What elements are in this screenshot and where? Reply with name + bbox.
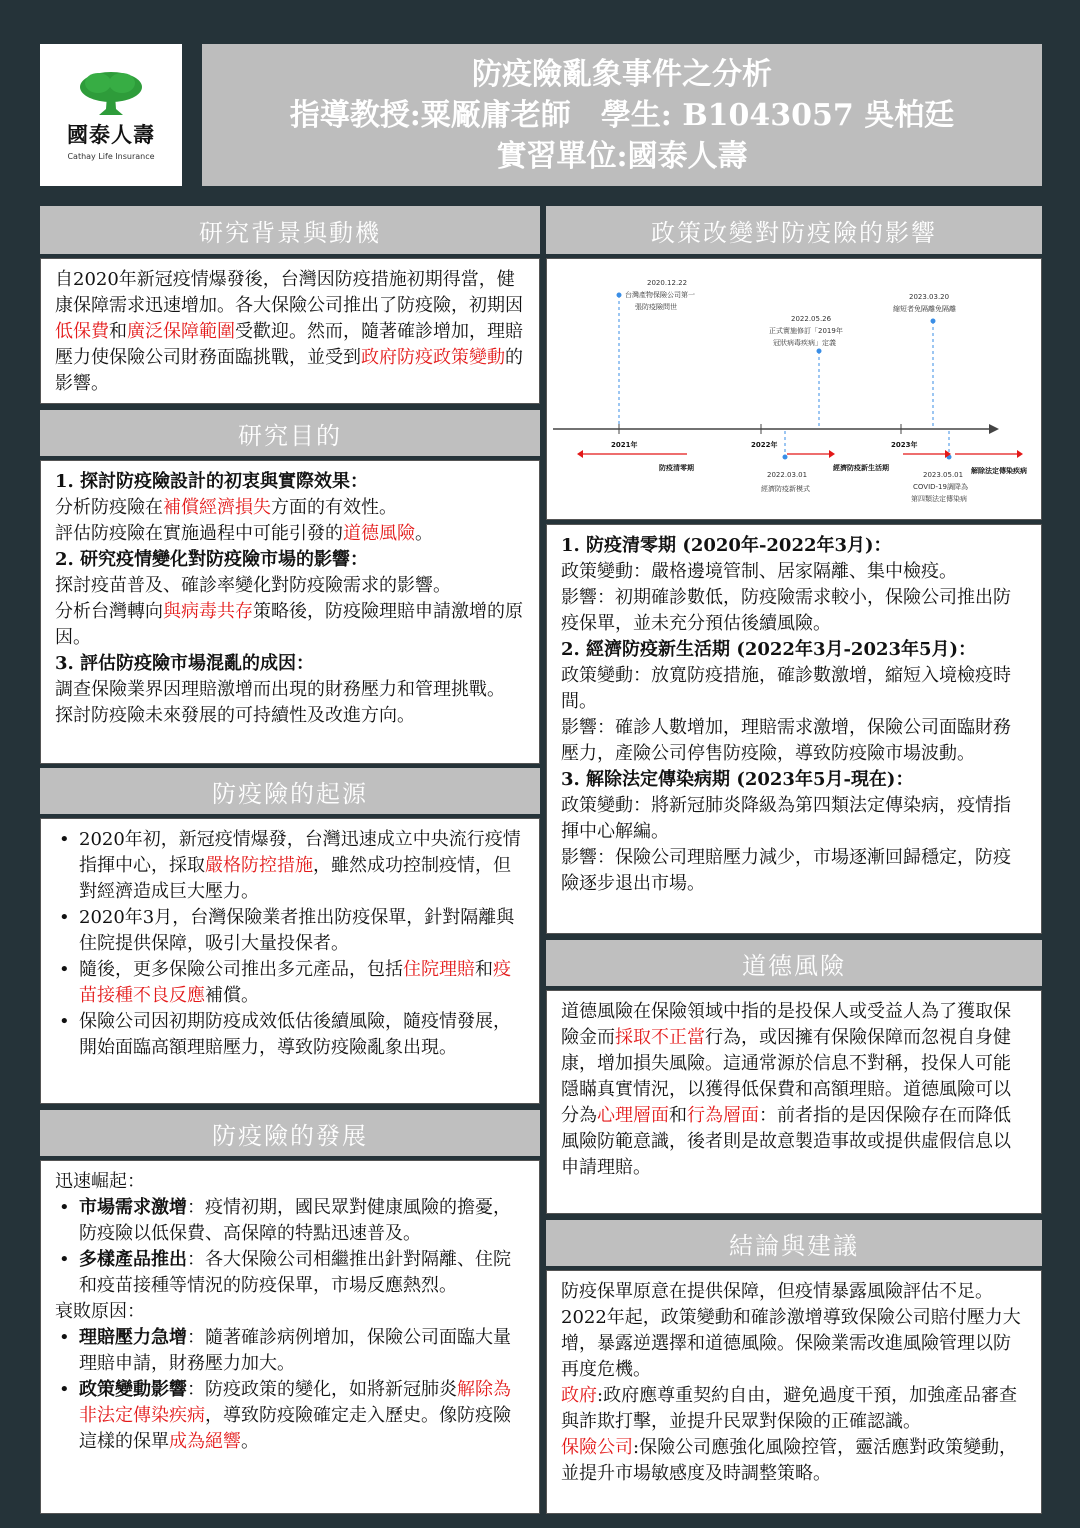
section-header-purpose: 研究目的 [40, 410, 540, 456]
event-date: 2023.03.20 [909, 293, 950, 301]
section-header-moral-risk: 道德風險 [546, 940, 1042, 986]
policy-timeline [546, 258, 1042, 520]
section-header-conclusion: 結論與建議 [546, 1220, 1042, 1266]
list-item: • 多樣產品推出：各大保險公司相繼推出針對隔離、住院和疫苗接種等情況的防疫保單，市場反應熱烈。 [55, 1247, 525, 1299]
event-text: 正式實施修訂「2019年 [769, 327, 843, 335]
timeline-diagram [547, 259, 1041, 519]
year-label: 2021年 [611, 441, 638, 449]
title-banner [202, 44, 1042, 186]
event-text: COVID-19調降為 [913, 483, 968, 491]
background-content: 自2020年新冠疫情爆發後，台灣因防疫措施初期得當，健康保障需求迅速增加。各大保險公司推出了防疫險，初期因低保費和廣泛保障範圍受歡迎。然而，隨著確診增加，理賠壓力使保險公司財務面臨挑戰，並受到政府防疫政策變動的影響。 [40, 258, 540, 404]
event-dot [931, 319, 936, 324]
period-arrowhead [577, 450, 583, 458]
logo-name: 國泰人壽 [67, 123, 155, 147]
conclusion-content: 防疫保單原意在提供保障，但疫情暴露風險評估不足。2022年起，政策變動和確診激增導致保險公司賠付壓力大增，暴露逆選擇和道德風險。保險業需改進風險管理以防再度危機。 政府:政府應尊重契約自由，避免過度干預，加強產品審查與詐欺打擊，並提升民眾對保險的正確認識。 保險公司:保險公司應強化風險控管，靈活應對政策變動，並提升市場敏感度及時調整策略。 [546, 1270, 1042, 1514]
advisor-student-line: 指導教授:粟厰庸老師 學生: B1043057 吳柏廷 [289, 97, 955, 133]
moral-risk-content: 道德風險在保險領域中指的是投保人或受益人為了獲取保險金而採取不正當行為，或因擁有保險保障而忽視自身健康，增加損失風險。這通常源於信息不對稱，投保人可能隱瞞真實情況，以獲得低保費和高額理賠。道德風險可以分為心理層面和行為層面：前者指的是因保險存在而降低風險防範意識，後者則是故意製造事故或提供虛假信息以申請理賠。 [546, 990, 1042, 1214]
list-item: • 市場需求激增：疫情初期，國民眾對健康風險的擔憂，防疫險以低保費、高保障的特點迅速普及。 [55, 1195, 525, 1247]
event-date: 2022.05.26 [791, 315, 832, 323]
logo [40, 44, 182, 186]
year-label: 2022年 [751, 441, 778, 449]
list-item: • 隨後，更多保險公司推出多元產品，包括住院理賠和疫苗接種不良反應補償。 [55, 957, 525, 1009]
period-label: 防疫清零期 [659, 464, 694, 472]
event-text: 台灣產物保險公司第一 [625, 291, 695, 299]
internship-line: 實習單位:國泰人壽 [496, 138, 748, 174]
logo-subtitle: Cathay Life Insurance [67, 152, 155, 161]
development-content: 迅速崛起： • 市場需求激增：疫情初期，國民眾對健康風險的擔憂，防疫險以低保費、高保障的特點迅速普及。 • 多樣產品推出：各大保險公司相繼推出針對隔離、住院和疫苗接種等情況的防疫保單，市場反應熱烈。 衰敗原因： • 理賠壓力急增：隨著確診病例增加，保險公司面臨大量理賠申請，財務壓力加大。 • 政策變動影響：防疫政策的變化，如將新冠肺炎解除為非法定傳染疾病，導致防疫險確定走入歷史。像防疫險這樣的保單成為絕響。 [40, 1160, 540, 1514]
year-label: 2023年 [891, 441, 918, 449]
list-item: • 政策變動影響：防疫政策的變化，如將新冠肺炎解除為非法定傳染疾病，導致防疫險確定走入歷史。像防疫險這樣的保單成為絕響。 [55, 1377, 525, 1455]
event-text: 第四類法定傳染病 [911, 495, 967, 503]
event-dot [817, 349, 822, 354]
period-arrowhead [829, 450, 835, 458]
list-item: • 2020年初，新冠疫情爆發，台灣迅速成立中央流行疫情指揮中心，採取嚴格防控措施，雖然成功控制疫情，但對經濟造成巨大壓力。 [55, 827, 525, 905]
event-date: 2023.05.01 [923, 471, 964, 479]
origin-content [40, 818, 540, 1104]
event-date: 2020.12.22 [647, 279, 688, 287]
policy-content: 1. 防疫清零期 (2020年-2022年3月)： 政策變動：嚴格邊境管制、居家隔離、集中檢疫。 影響：初期確診數低，防疫險需求較小，保險公司推出防疫保單，並未充分預估後續風險。 2. 經濟防疫新生活期 (2022年3月-2023年5月)： 政策變動：放寬防疫措施，確診數激增，縮短入境檢疫時間。 影響：確診人數增加，理賠需求激增，保險公司面臨財務壓力，產險公司停售防疫險，導致防疫險市場波動。 3. 解除法定傳染病期 (2023年5月-現在)： 政策變動：將新冠肺炎降級為第四類法定傳染病，疫情指揮中心解編。 影響：保險公司理賠壓力減少，市場逐漸回歸穩定，防疫險逐步退出市場。 [546, 524, 1042, 934]
event-text: 張防疫險問世 [635, 303, 677, 311]
list-item: • 2020年3月，台灣保險業者推出防疫保單，針對隔離與住院提供保障，吸引大量投保者。 [55, 905, 525, 957]
event-text: 縮短者免隔離免隔離 [893, 305, 956, 313]
timeline-arrowhead [989, 424, 999, 434]
event-text: 經濟防疫新模式 [761, 485, 810, 493]
period-label: 解除法定傳染疾病 [971, 467, 1027, 475]
poster-title: 防疫險亂象事件之分析 [472, 56, 772, 92]
period-arrowhead [1017, 450, 1023, 458]
section-header-development: 防疫險的發展 [40, 1110, 540, 1156]
event-date: 2022.03.01 [767, 471, 808, 479]
period-label: 經濟防疫新生活期 [833, 464, 889, 472]
event-text: 冠狀病毒疾病」定義 [773, 339, 836, 347]
list-item: • 理賠壓力急增：隨著確診病例增加，保險公司面臨大量理賠申請，財務壓力加大。 [55, 1325, 525, 1377]
list-item: • 保險公司因初期防疫成效低估後續風險，隨疫情發展，開始面臨高額理賠壓力，導致防疫險亂象出現。 [55, 1009, 525, 1061]
event-dot [617, 293, 622, 298]
purpose-content: 1. 探討防疫險設計的初衷與實際效果： 分析防疫險在補償經濟損失方面的有效性。 評估防疫險在實施過程中可能引發的道德風險。 2. 研究疫情變化對防疫險市場的影響： 探討疫苗普及、確診率變化對防疫險需求的影響。 分析台灣轉向與病毒共存策略後，防疫險理賠申請激增的原因。 3. 評估防疫險市場混亂的成因： 調查保險業界因理賠激增而出現的財務壓力和管理挑戰。 探討防疫險未來發展的可持續性及改進方向。 [40, 460, 540, 764]
tree-logo-icon [78, 69, 144, 117]
section-header-origin: 防疫險的起源 [40, 768, 540, 814]
section-header-policy: 政策改變對防疫險的影響 [546, 206, 1042, 254]
event-dot [783, 455, 788, 460]
section-header-background: 研究背景與動機 [40, 206, 540, 254]
